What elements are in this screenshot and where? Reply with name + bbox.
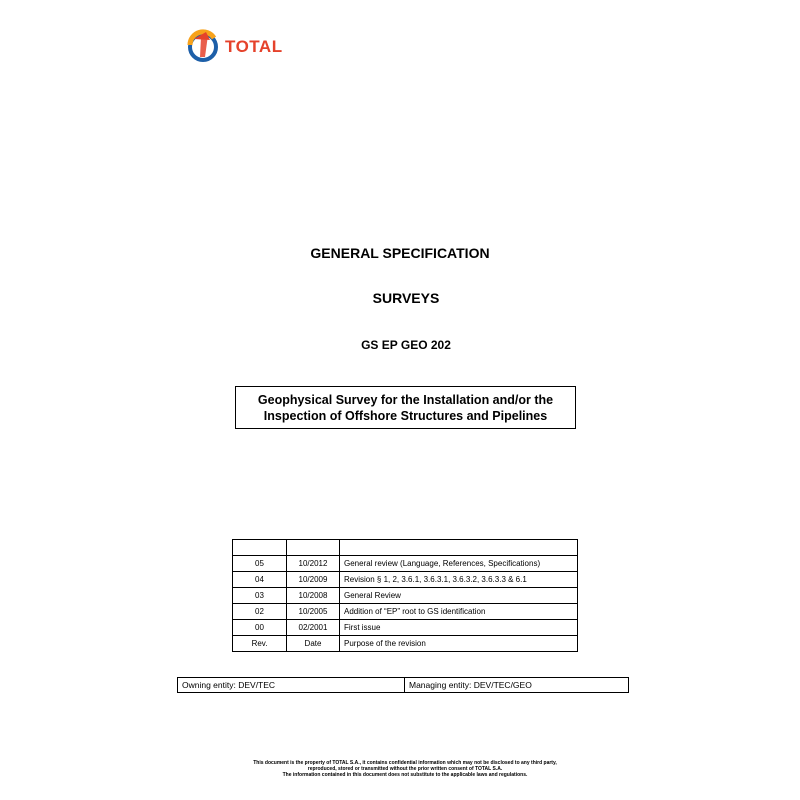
table-row — [233, 556, 578, 572]
purpose-cell: Addition of “EP” root to GS identification — [340, 604, 578, 620]
table-row — [233, 540, 578, 556]
entity-box — [177, 677, 629, 693]
footer-line-2: reproduced, stored or transmitted without the prior written consent of TOTAL S.A. — [307, 766, 503, 772]
date-cell: 10/2005 — [287, 604, 340, 620]
document-description-box — [235, 386, 576, 429]
purpose-header: Purpose of the revision — [340, 636, 578, 652]
footer-line-3: The information contained in this document does not substitute to the applicable laws and regulations. — [282, 772, 528, 778]
table-header-row — [233, 636, 578, 652]
rev-cell: 03 — [233, 588, 287, 604]
rev-cell: 00 — [233, 620, 287, 636]
confidentiality-footer — [0, 760, 800, 778]
date-cell: 10/2009 — [287, 572, 340, 588]
document-type: GENERAL SPECIFICATION — [310, 245, 490, 261]
rev-cell: 02 — [233, 604, 287, 620]
table-row — [233, 572, 578, 588]
document-code: GS EP GEO 202 — [361, 338, 451, 352]
date-cell: 02/2001 — [287, 620, 340, 636]
purpose-cell: First issue — [340, 620, 578, 636]
date-header: Date — [287, 636, 340, 652]
table-row — [233, 604, 578, 620]
document-category: SURVEYS — [372, 290, 440, 306]
purpose-cell: General review (Language, References, Specifications) — [340, 556, 578, 572]
date-cell — [287, 540, 340, 556]
date-cell: 10/2012 — [287, 556, 340, 572]
purpose-cell: Revision § 1, 2, 3.6.1, 3.6.3.1, 3.6.3.2, 3.6.3.3 & 6.1 — [340, 572, 578, 588]
footer-line-1: This document is the property of TOTAL S.A., it contains confidential information which may not be disclosed to any third party, — [253, 760, 557, 766]
total-logo — [184, 27, 304, 67]
table-row — [233, 620, 578, 636]
purpose-cell — [340, 540, 578, 556]
purpose-cell: General Review — [340, 588, 578, 604]
owning-entity: Owning entity: DEV/TEC — [178, 678, 405, 692]
rev-cell: 04 — [233, 572, 287, 588]
description-line-1: Geophysical Survey for the Installation and/or the — [257, 393, 554, 407]
total-logo-icon — [184, 27, 222, 65]
table-row — [233, 588, 578, 604]
date-cell: 10/2008 — [287, 588, 340, 604]
total-logo-text: TOTAL — [225, 37, 283, 56]
managing-entity: Managing entity: DEV/TEC/GEO — [409, 680, 532, 690]
rev-header: Rev. — [233, 636, 287, 652]
description-line-2: Inspection of Offshore Structures and Pipelines — [263, 409, 548, 423]
rev-cell — [233, 540, 287, 556]
rev-cell: 05 — [233, 556, 287, 572]
revision-table — [232, 539, 578, 652]
